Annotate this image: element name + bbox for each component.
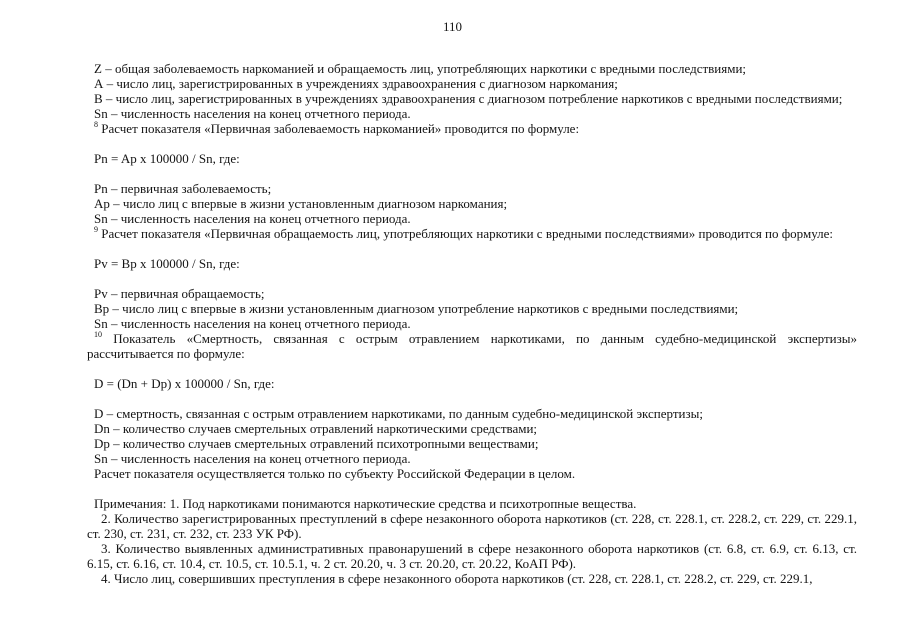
definition-line: Pn – первичная заболеваемость; — [94, 181, 272, 196]
footnote-8: $^8$ Расчет показателя «Первичная заболеваемость наркоманией» проводится по формуле: — [94, 119, 580, 136]
definition-line: Sn – численность населения на конец отчетного периода. — [94, 451, 411, 466]
definition-line: D – смертность, связанная с острым отравлением наркотиками, по данным судебно-медицинской экспертизы; — [94, 406, 703, 421]
definition-line: Pv – первичная обращаемость; — [94, 286, 265, 301]
footnote-marker: 9 — [94, 224, 98, 234]
definition-line: Z – общая заболеваемость наркоманией и обращаемость лиц, употребляющих наркотики с вредными последствиями; — [94, 61, 747, 76]
footnote-marker: 10 — [94, 329, 102, 339]
notes-heading: Примечания: 1. Под наркотиками понимаются наркотические средства и психотропные вещества. — [94, 496, 637, 511]
definition-line: Расчет показателя осуществляется только по субъекту Российской Федерации в целом. — [94, 466, 576, 481]
definition-line: А – число лиц, зарегистрированных в учреждениях здравоохранения с диагнозом наркомания; — [94, 76, 618, 91]
definition-line: Sn – численность населения на конец отчетного периода. — [94, 316, 411, 331]
definition-line: Dp – количество случаев смертельных отравлений психотропными веществами; — [94, 436, 539, 451]
footnote-9: $^9$ Расчет показателя «Первичная обращаемость лиц, употребляющих наркотики с вредными последствиями» проводится по формуле: — [94, 224, 834, 241]
footnote-marker: 8 — [94, 119, 98, 129]
note-item: 3. Количество выявленных административных правонарушений в сфере незаконного оборота наркотиков (ст. 6.8, ст. 6.9, ст. 6.13, ст. 6.15, ст. 6.16, ст. 10.4, ст. 10.5, ст. 10.5.1, ч. 2 ст. 20.20, ч. 3 ст. 20.20, ст. 20.22, КоАП РФ). — [87, 541, 857, 571]
formula-pn: Pn = Ap x 100000 / Sn, где: — [94, 151, 240, 166]
note-item: 4. Число лиц, совершивших преступления в сфере незаконного оборота наркотиков (ст. 228, ст. 228.1, ст. 228.2, ст. 229, ст. 229.1, — [101, 571, 813, 586]
definition-line: Ap – число лиц с впервые в жизни установленным диагнозом наркомания; — [94, 196, 508, 211]
definition-line: В – число лиц, зарегистрированных в учреждениях здравоохранения с диагнозом потребление наркотиков с вредными последствиями; — [94, 91, 843, 106]
page-body — [87, 61, 857, 586]
definition-line: Bp – число лиц с впервые в жизни установленным диагнозом употребление наркотиков с вредными последствиями; — [94, 301, 739, 316]
note-item: 2. Количество зарегистрированных преступлений в сфере незаконного оборота наркотиков (ст. 228, ст. 228.1, ст. 228.2, ст. 229, ст. 229.1, ст. 230, ст. 231, ст. 232, ст. 233 УК РФ). — [87, 511, 857, 541]
page-number: 110 — [442, 19, 463, 34]
formula-d: D = (Dn + Dp) x 100000 / Sn, где: — [94, 376, 275, 391]
definition-line: Sn – численность населения на конец отчетного периода. — [94, 106, 411, 121]
formula-pv: Pv = Bp x 100000 / Sn, где: — [94, 256, 240, 271]
definition-line: Sn – численность населения на конец отчетного периода. — [94, 211, 411, 226]
footnote-10: $^{10}$ Показатель «Смертность, связанная с острым отравлением наркотиками, по данным судебно-медицинской экспертизы» рассчитывается по формуле: — [87, 329, 857, 361]
definition-line: Dn – количество случаев смертельных отравлений наркотическими средствами; — [94, 421, 538, 436]
